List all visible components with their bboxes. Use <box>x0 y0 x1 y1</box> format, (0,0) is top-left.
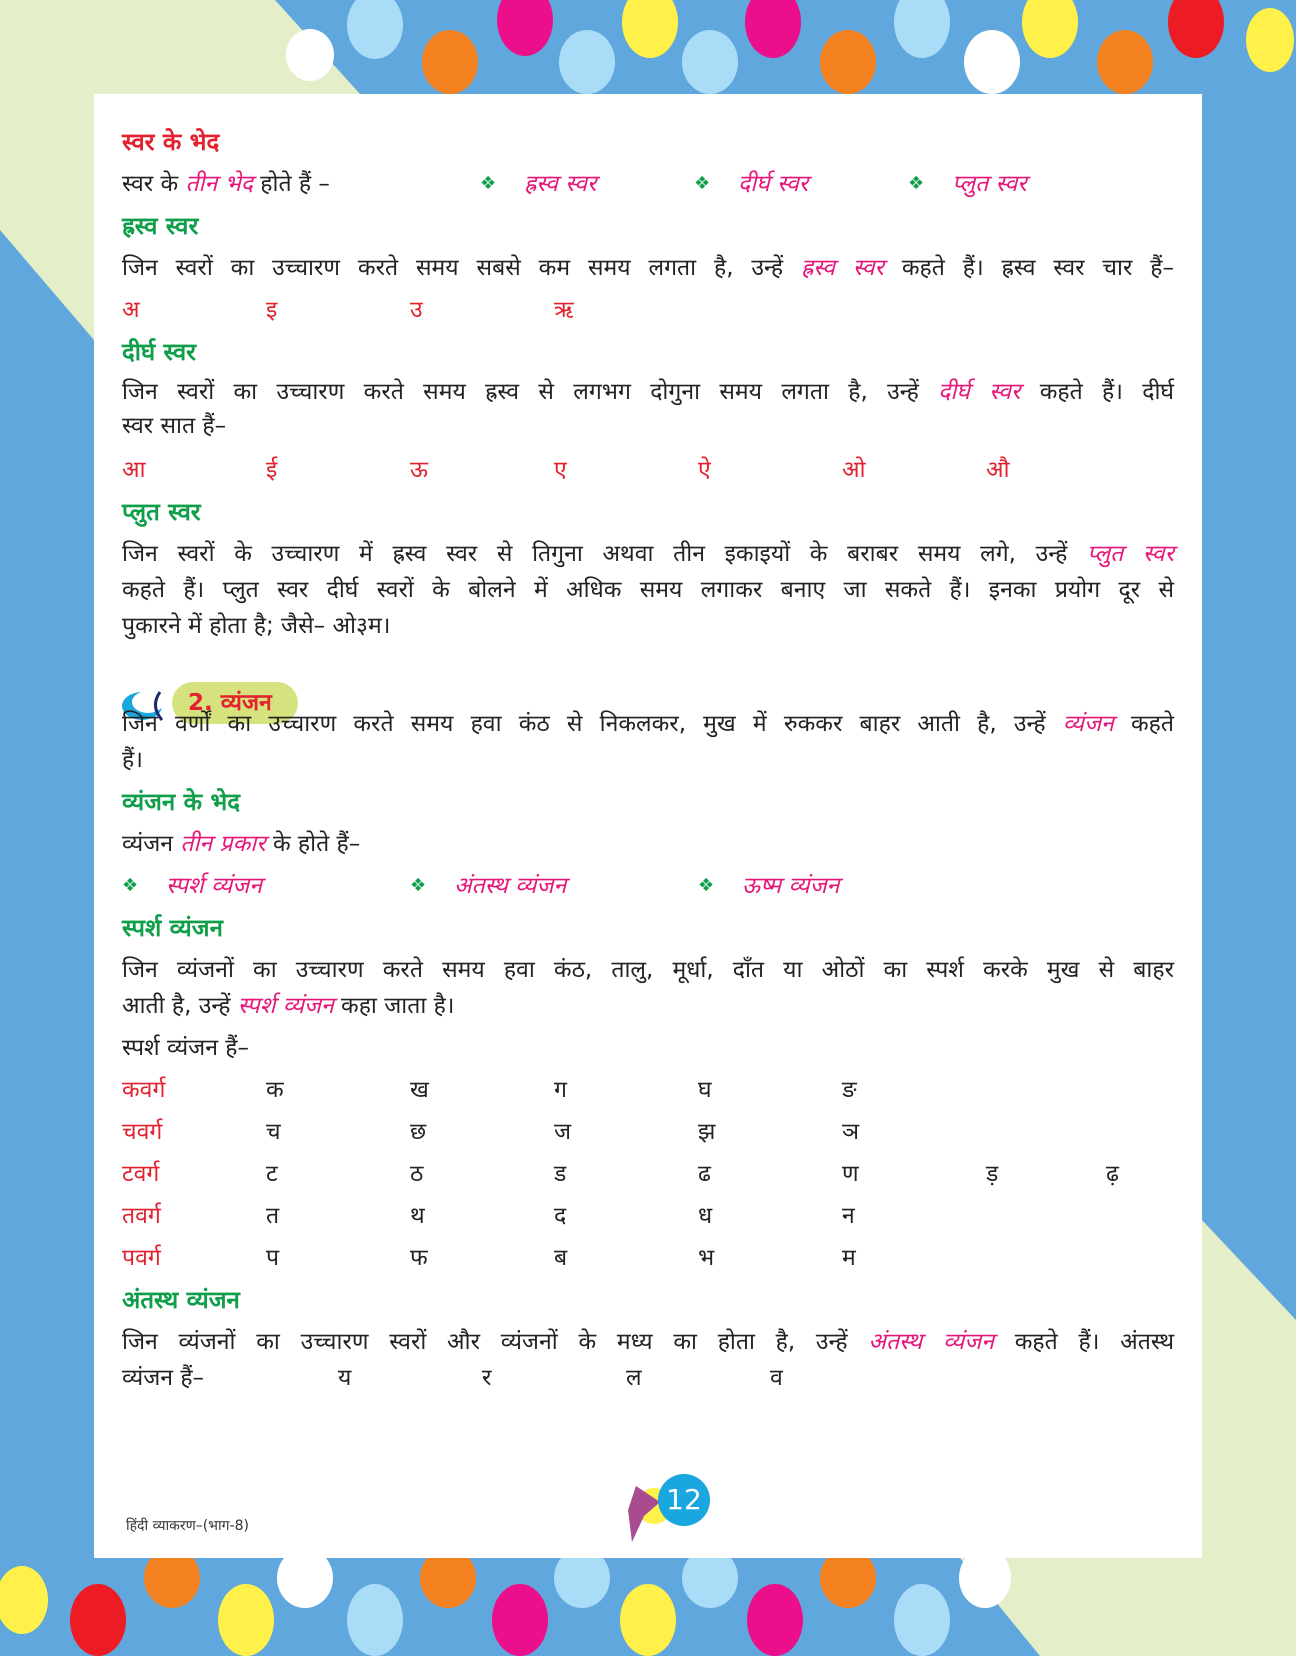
book-title: हिंदी व्याकरण–(भाग-8) <box>126 1518 249 1534</box>
vowel-letter: ए <box>554 457 567 483</box>
consonant: म <box>842 1245 856 1271</box>
varga-row <box>122 1198 1174 1234</box>
consonant: ग <box>554 1077 567 1103</box>
consonant: ठ <box>410 1161 424 1187</box>
sparsh-heading: स्पर्श व्यंजन <box>122 914 223 942</box>
varga-row <box>122 1240 1174 1276</box>
consonant: त <box>266 1203 280 1229</box>
sparsh-text-line1: जिन व्यंजनों का उच्चारण करते समय हवा कंठ, तालु, मूर्धा, दाँत या ओठों का स्पर्श करके मुख से बाहर <box>122 957 1174 983</box>
consonant: थ <box>410 1203 425 1229</box>
consonant: क <box>266 1077 284 1103</box>
vowel-letter: इ <box>266 297 278 323</box>
consonant: ढ़ <box>1106 1161 1119 1187</box>
consonant: ध <box>698 1203 713 1229</box>
varga-label: पवर्ग <box>122 1245 161 1271</box>
vyanjan-type: स्पर्श व्यंजन <box>166 873 262 899</box>
antasth-heading: अंतस्थ व्यंजन <box>122 1286 240 1314</box>
hrasva-heading: ह्रस्व स्वर <box>122 212 199 240</box>
sparsh-text-line2: आती है, उन्हें स्पर्श व्यंजन कहा जाता है। <box>122 993 455 1019</box>
varga-label: चवर्ग <box>122 1119 163 1145</box>
vowel-letter: ऋ <box>554 297 574 323</box>
plut-text-line3: पुकारने में होता है; जैसे– ओ३म। <box>122 613 391 639</box>
bullet-icon: ❖ <box>908 173 925 194</box>
varga-label: टवर्ग <box>122 1161 160 1187</box>
bullet-icon: ❖ <box>410 875 427 896</box>
vowel-letter: आ <box>122 457 146 483</box>
consonant: ट <box>266 1161 278 1187</box>
svar-type: ह्रस्व स्वर <box>524 171 597 197</box>
plut-heading: प्लुत स्वर <box>122 498 201 526</box>
antasth-text: जिन व्यंजनों का उच्चारण स्वरों और व्यंजनों के मध्य का होता है, उन्हें अंतस्थ व्यंजन कहते हैं। अंतस्थ <box>122 1329 1175 1355</box>
page-number: 12 <box>658 1474 710 1526</box>
antasth-line2: व्यंजन हैं– य र ल व <box>122 1360 1174 1396</box>
varga-row <box>122 1114 1174 1150</box>
consonant: ङ <box>842 1077 857 1103</box>
deergh-text: जिन स्वरों का उच्चारण करते समय ह्रस्व से लगभग दोगुना समय लगता है, उन्हें दीर्घ स्वर कहते हैं। दीर्घ <box>122 379 1175 405</box>
consonant: झ <box>698 1119 716 1145</box>
consonant: ण <box>842 1161 859 1187</box>
vyanjan-definition-line2: हैं। <box>122 747 143 773</box>
svar-type: प्लुत स्वर <box>952 171 1027 197</box>
consonant: च <box>266 1119 281 1145</box>
vowel-letter: ऊ <box>410 457 429 483</box>
consonant: य <box>338 1365 352 1391</box>
consonant: भ <box>698 1245 715 1271</box>
varga-row <box>122 1072 1174 1108</box>
svar-bhed-intro: स्वर के तीन भेद होते हैं – ❖ ह्रस्व स्वर ❖ दीर्घ स्वर ❖ प्लुत स्वर <box>122 166 1174 202</box>
bullet-icon: ❖ <box>122 875 139 896</box>
vowel-letter: अ <box>122 297 140 323</box>
vyanjan-type: ऊष्म व्यंजन <box>742 873 840 899</box>
consonant: व <box>770 1365 783 1391</box>
hrasva-text: जिन स्वरों का उच्चारण करते समय सबसे कम समय लगता है, उन्हें ह्रस्व स्वर कहते हैं। ह्रस्व स्वर चार हैं– <box>122 255 1174 281</box>
consonant: ख <box>410 1077 429 1103</box>
consonant: ब <box>554 1245 568 1271</box>
svar-type: दीर्घ स्वर <box>738 171 809 197</box>
vyanjan-bhed-intro: व्यंजन तीन प्रकार के होते हैं– <box>122 831 361 857</box>
deergh-text-line2: स्वर सात हैं– <box>122 413 227 439</box>
section-title: 2. व्यंजन <box>188 690 272 716</box>
sparsh-list-intro: स्पर्श व्यंजन हैं– <box>122 1035 250 1061</box>
consonant: प <box>266 1245 280 1271</box>
vowel-letter: ई <box>266 457 278 483</box>
deergh-heading: दीर्घ स्वर <box>122 338 196 366</box>
svar-bhed-heading: स्वर के भेद <box>122 128 220 156</box>
varga-row <box>122 1156 1174 1192</box>
consonant: र <box>482 1365 492 1391</box>
vyanjan-definition: जिन वर्णों का उच्चारण करते समय हवा कंठ से निकलकर, मुख में रुककर बाहर आती है, उन्हें व्यंजन कहते <box>122 711 1175 737</box>
consonant: छ <box>410 1119 427 1145</box>
vowel-letter: औ <box>986 457 1010 483</box>
vowel-letter: उ <box>410 297 423 323</box>
consonant: ञ <box>842 1119 860 1145</box>
plut-text-line1: जिन स्वरों के उच्चारण में ह्रस्व स्वर से तिगुना अथवा तीन इकाइयों के बराबर समय लगे, उन्हें प्लुत स्वर <box>122 541 1175 567</box>
consonant: घ <box>698 1077 712 1103</box>
plut-text-line2: कहते हैं। प्लुत स्वर दीर्घ स्वरों के बोलने में अधिक समय लगाकर बनाए जा सकते हैं। इनका प्रयोग दूर से <box>122 577 1174 603</box>
consonant: फ <box>410 1245 428 1271</box>
vowel-letter: ओ <box>842 457 866 483</box>
vyanjan-type: अंतस्थ व्यंजन <box>454 873 567 899</box>
vyanjan-bhed-heading: व्यंजन के भेद <box>122 788 241 816</box>
bullet-icon: ❖ <box>698 875 715 896</box>
page-sheet <box>94 94 1202 1558</box>
consonant: ज <box>554 1119 572 1145</box>
consonant: ड <box>554 1161 567 1187</box>
bullet-icon: ❖ <box>480 173 497 194</box>
varga-label: कवर्ग <box>122 1077 166 1103</box>
vowel-letter: ऐ <box>698 457 711 483</box>
consonant: ढ <box>698 1161 711 1187</box>
varga-label: तवर्ग <box>122 1203 161 1229</box>
consonant: ड़ <box>986 1161 999 1187</box>
bullet-icon: ❖ <box>694 173 711 194</box>
consonant: ल <box>626 1365 642 1391</box>
consonant: द <box>554 1203 567 1229</box>
page-number-badge <box>618 1474 718 1544</box>
consonant: न <box>842 1203 855 1229</box>
